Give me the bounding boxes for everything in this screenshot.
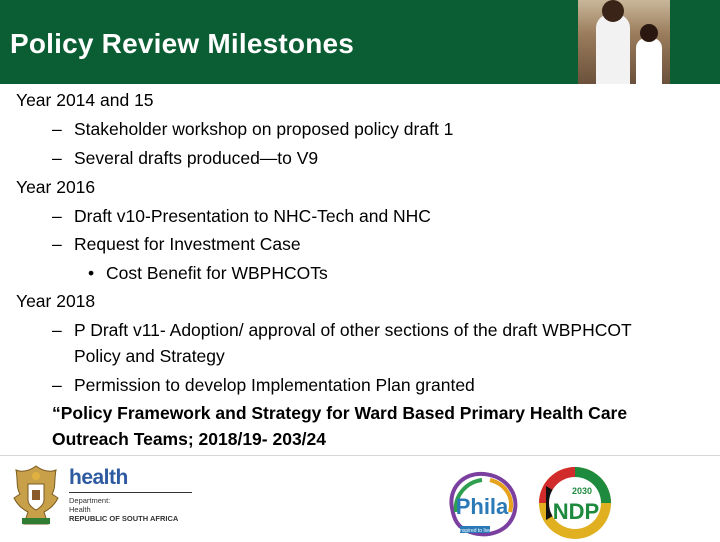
bullet-continuation bbox=[74, 346, 225, 366]
dash-bullet: – bbox=[52, 119, 62, 139]
bullet-item bbox=[52, 234, 301, 254]
line-text: “Policy Framework and Strategy for Ward Based Primary Health Care bbox=[52, 403, 628, 423]
photo-child-head bbox=[640, 24, 658, 42]
page-title: Policy Review Milestones bbox=[10, 28, 355, 59]
line-text: Year 2018 bbox=[16, 291, 96, 311]
header-photo bbox=[578, 0, 670, 84]
line-text: Outreach Teams; 2018/19- 203/24 bbox=[52, 429, 327, 449]
line-text: P Draft v11- Adoption/ approval of other sections of the draft WBPHCOT bbox=[74, 320, 632, 340]
dot-bullet: • bbox=[88, 263, 95, 283]
footer-logos bbox=[0, 456, 720, 540]
ndp-logo-icon bbox=[536, 464, 614, 542]
line-text: Stakeholder workshop on proposed policy draft 1 bbox=[74, 119, 454, 139]
year-heading-2016 bbox=[16, 177, 95, 197]
dash-bullet: – bbox=[52, 375, 62, 395]
department-country: REPUBLIC OF SOUTH AFRICA bbox=[69, 514, 179, 523]
line-text: Policy and Strategy bbox=[74, 346, 225, 366]
line-text: Cost Benefit for WBPHCOTs bbox=[106, 263, 328, 283]
ndp-year: 2030 bbox=[571, 486, 593, 496]
dash-bullet: – bbox=[52, 234, 62, 254]
department-rule bbox=[69, 492, 192, 493]
policy-title-line bbox=[52, 403, 627, 423]
photo-child-figure bbox=[636, 38, 662, 84]
phila-wordmark: Phila bbox=[455, 494, 509, 519]
bullet-item bbox=[52, 148, 318, 168]
department-name: health bbox=[69, 466, 128, 489]
bullet-item bbox=[52, 375, 475, 395]
line-text: Year 2016 bbox=[16, 177, 96, 197]
line-text: Draft v10-Presentation to NHC-Tech and NHC bbox=[74, 206, 431, 226]
department-line: Health bbox=[69, 505, 91, 514]
bullet-item bbox=[52, 206, 431, 226]
sub-bullet-item bbox=[88, 263, 328, 283]
line-text: Several drafts produced—to V9 bbox=[74, 148, 319, 168]
line-text: Year 2014 and 15 bbox=[16, 90, 154, 110]
dash-bullet: – bbox=[52, 148, 62, 168]
dash-bullet: – bbox=[52, 320, 62, 340]
department-line: Department: bbox=[69, 496, 111, 505]
title-bar bbox=[0, 0, 720, 84]
year-heading-2014 bbox=[16, 90, 154, 110]
policy-title-line bbox=[52, 429, 326, 449]
phila-logo-icon bbox=[442, 468, 522, 540]
coat-of-arms-icon bbox=[10, 462, 62, 530]
line-text: Permission to develop Implementation Plan granted bbox=[74, 375, 475, 395]
dash-bullet: – bbox=[52, 206, 62, 226]
photo-nurse-head bbox=[602, 0, 624, 22]
ndp-wordmark: NDP bbox=[552, 499, 600, 524]
phila-tagline: inspired to live bbox=[459, 528, 491, 534]
photo-nurse-figure bbox=[596, 14, 630, 84]
bullet-item bbox=[52, 320, 632, 340]
bullet-item bbox=[52, 119, 453, 139]
year-heading-2018 bbox=[16, 291, 95, 311]
line-text: Request for Investment Case bbox=[74, 234, 301, 254]
